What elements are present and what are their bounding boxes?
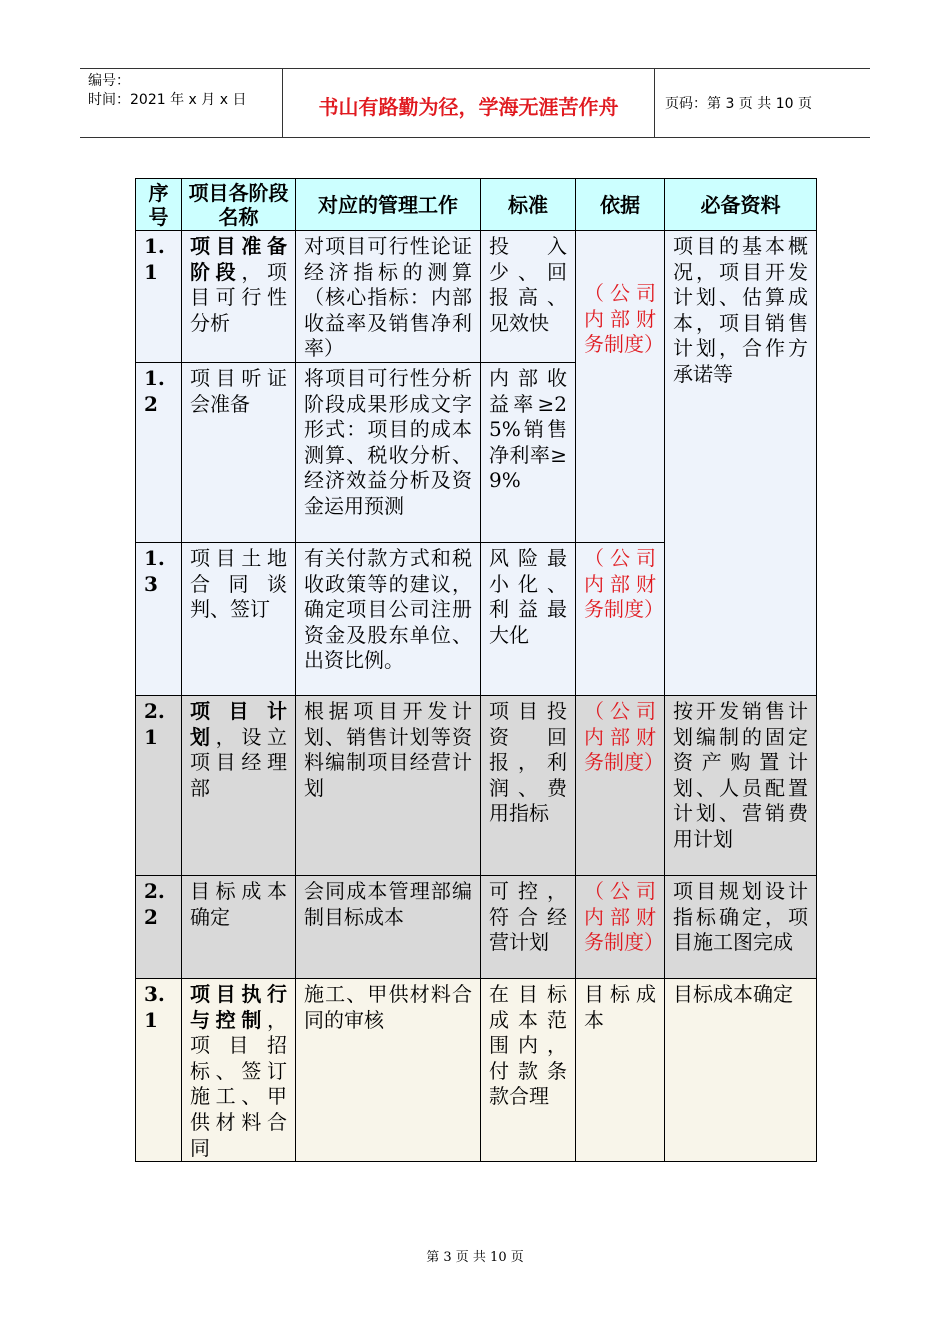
date-label: 时间：2021 年 x 月 x 日 xyxy=(88,92,247,108)
stage-cell xyxy=(182,231,296,363)
header-no: 序号 xyxy=(136,179,182,231)
page-header xyxy=(80,68,870,138)
row-number: 1.2 xyxy=(136,362,182,542)
materials-cell: 项目的基本概况，项目开发计划、估算成本，项目销售计划，合作方承诺等 xyxy=(665,231,817,696)
table-row xyxy=(136,695,817,875)
header-stage: 项目各阶段名称 xyxy=(182,179,296,231)
stage-cell xyxy=(182,362,296,542)
stage-detail: 项目听证会准备 xyxy=(190,365,287,416)
standard-cell: 风险最小化、利益最大化 xyxy=(481,542,576,695)
standard-cell: 项目投资回报，利润、费用指标 xyxy=(481,695,576,875)
table-row xyxy=(136,978,817,1161)
row-number: 2.1 xyxy=(136,695,182,875)
basis-cell: （公司内部财务制度） xyxy=(576,231,665,543)
basis-cell: （公司内部财务制度） xyxy=(576,542,665,695)
work-cell: 会同成本管理部编制目标成本 xyxy=(296,875,481,978)
stage-cell xyxy=(182,542,296,695)
basis-cell: （公司内部财务制度） xyxy=(576,695,665,875)
header-standard: 标准 xyxy=(481,179,576,231)
header-materials: 必备资料 xyxy=(665,179,817,231)
work-cell: 有关付款方式和税收政策等的建议，确定项目公司注册资金及股东单位、出资比例。 xyxy=(296,542,481,695)
header-meta-cell xyxy=(80,69,283,137)
basis-cell: （公司内部财务制度） xyxy=(576,875,665,978)
row-number: 2.2 xyxy=(136,875,182,978)
header-basis: 依据 xyxy=(576,179,665,231)
work-cell: 对项目可行性论证经济指标的测算（核心指标：内部收益率及销售净利率） xyxy=(296,231,481,363)
header-motto: 书山有路勤为径，学海无涯苦作舟 xyxy=(318,95,619,119)
stage-title: 项目计划 xyxy=(190,698,287,749)
header-work: 对应的管理工作 xyxy=(296,179,481,231)
header-page-cell xyxy=(655,69,870,137)
standard-cell: 投入少、回报高、见效快 xyxy=(481,231,576,363)
row-number: 1.3 xyxy=(136,542,182,695)
stage-detail: 项目土地合同谈判、签订 xyxy=(190,545,287,622)
standard-cell: 内部收益率≥25%销售净利率≥9% xyxy=(481,362,576,542)
standard-cell: 在目标成本范围内，付款条款合理 xyxy=(481,978,576,1161)
stage-cell xyxy=(182,875,296,978)
work-cell: 施工、甲供材料合同的审核 xyxy=(296,978,481,1161)
stage-detail: 目标成本确定 xyxy=(190,878,287,929)
stage-detail: ，项目可行性分析 xyxy=(190,259,288,335)
stage-cell xyxy=(182,695,296,875)
stage-detail: ，项目招标、签订施工、甲供材料合同 xyxy=(190,1007,287,1160)
table-row xyxy=(136,875,817,978)
header-page-info: 页码：第 3 页 共 10 页 xyxy=(665,96,812,112)
materials-cell: 按开发销售计划编制的固定资产购置计划、人员配置计划、营销费用计划 xyxy=(665,695,817,875)
table-row xyxy=(136,231,817,363)
row-number: 1.1 xyxy=(136,231,182,363)
stage-title: 项目执行与控制 xyxy=(190,981,287,1032)
stage-detail: ，设立项目经理部 xyxy=(190,724,288,800)
management-table xyxy=(135,178,817,1162)
doc-number-label: 编号： xyxy=(88,73,130,89)
table-header-row xyxy=(136,179,817,231)
row-number: 3.1 xyxy=(136,978,182,1161)
work-cell: 将项目可行性分析阶段成果形成文字形式：项目的成本测算、税收分析、经济效益分析及资金运用预测 xyxy=(296,362,481,542)
standard-cell: 可控，符合经营计划 xyxy=(481,875,576,978)
materials-cell: 目标成本确定 xyxy=(665,978,817,1161)
stage-cell xyxy=(182,978,296,1161)
stage-title: 项目准备阶段 xyxy=(190,234,287,284)
header-motto-cell xyxy=(283,69,655,137)
page-footer: 第 3 页 共 10 页 xyxy=(426,1250,524,1265)
materials-cell: 项目规划设计指标确定，项目施工图完成 xyxy=(665,875,817,978)
basis-cell: 目标成本 xyxy=(576,978,665,1161)
work-cell: 根据项目开发计划、销售计划等资料编制项目经营计划 xyxy=(296,695,481,875)
